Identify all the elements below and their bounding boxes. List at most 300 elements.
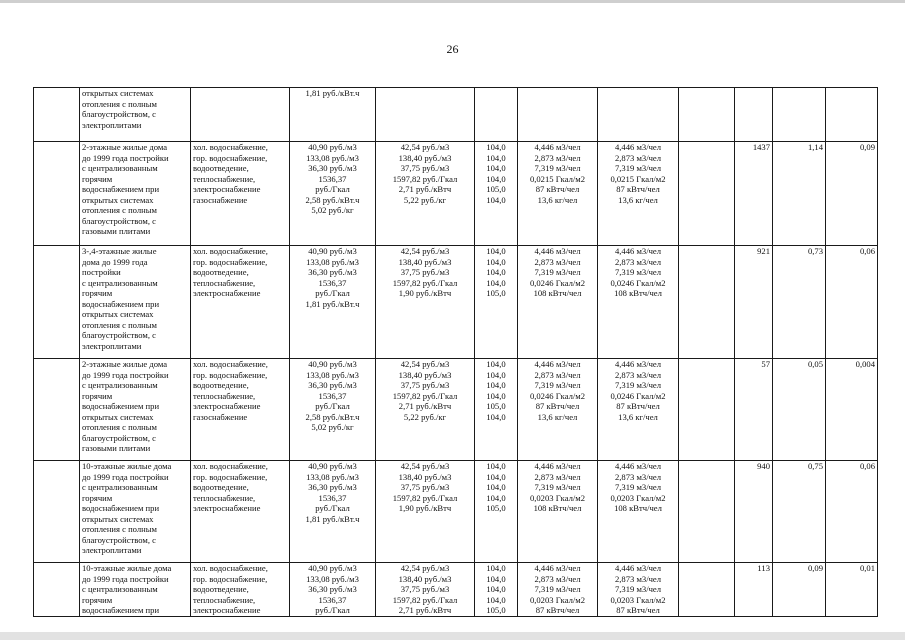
cell-line: 7,319 м3/чел [534, 380, 581, 390]
cell-line: 104,0 [486, 142, 506, 152]
cell-line: 0,0203 Гкал/м2 [529, 492, 586, 503]
cell-line: 7,319 м3/чел [614, 482, 662, 492]
cell-line: 1597,82 руб./Гкал [392, 173, 458, 184]
cell-line: руб./Гкал [315, 184, 350, 194]
cell-line: 2,873 м3/чел [614, 256, 662, 267]
cell-line: 1,81 руб./кВт.ч [305, 88, 360, 98]
cell-line: 3-,4-этажные жилые [82, 246, 157, 256]
cell-line: 105,0 [486, 503, 506, 513]
norm-cell [518, 88, 598, 142]
cell-line: 1597,82 руб./Гкал [392, 492, 458, 503]
cell-line: электроплитами [82, 545, 142, 555]
cell-line: 13,6 кг/чел [618, 194, 658, 205]
cell-line: с централизованным [82, 584, 158, 594]
cell-line: 40,90 руб./м3 [308, 563, 357, 573]
ratio-cell [826, 246, 878, 359]
cell-line: постройки [82, 267, 121, 277]
cell-line: водоснабжением при [82, 184, 160, 194]
house-type-cell [80, 461, 191, 563]
cell-line: водоснабжением при [82, 298, 160, 309]
row-left-cell [34, 461, 80, 563]
cell-line: гор. водоснабжение, [193, 573, 268, 584]
cell-line: 4,446 м3/чел [614, 563, 662, 573]
house-type-cell [80, 563, 191, 617]
cell-line: 42,54 руб./м3 [400, 142, 450, 152]
cell-line: хол. водоснабжение, [193, 563, 268, 573]
cell-line: 4,446 м3/чел [534, 359, 581, 369]
tariff-indexed-cell [376, 88, 475, 142]
cell-line: 133,08 руб./м3 [306, 152, 359, 163]
cell-line: 2,58 руб./кВт.ч [305, 194, 360, 205]
index-cell [475, 359, 518, 461]
cell-line: гор. водоснабжение, [193, 152, 268, 163]
cell-line: 10-этажные жилые дома [82, 563, 172, 573]
cell-line: водоснабжением при [82, 401, 160, 411]
cell-line: 104,0 [486, 594, 506, 605]
cell-value: 57 [761, 359, 770, 369]
amount-cell [735, 246, 773, 359]
cell-value: 0,09 [859, 142, 875, 152]
cell-line: 87 кВтч/чел [616, 401, 660, 411]
cell-line: 105,0 [486, 288, 506, 298]
ratio-cell [826, 461, 878, 563]
house-type-cell [80, 88, 191, 142]
cell-line: с централизованным [82, 163, 158, 173]
share-cell [773, 246, 826, 359]
cell-line: 2,71 руб./кВтч [398, 605, 452, 615]
cell-line: 40,90 руб./м3 [308, 142, 357, 152]
services-cell [191, 246, 290, 359]
cell-value: 1437 [752, 142, 770, 152]
cell-line: 42,54 руб./м3 [400, 563, 450, 573]
cell-line: 0,0203 Гкал/м2 [529, 594, 586, 605]
cell-line: 40,90 руб./м3 [308, 359, 357, 369]
cell-line: 0,0246 Гкал/м2 [529, 277, 586, 288]
cell-line: 2-этажные жилые дома [82, 359, 168, 369]
norm-indexed-cell [598, 461, 679, 563]
cell-line: 4,446 м3/чел [534, 142, 581, 152]
cell-line: газовыми плитами [82, 226, 151, 236]
cell-line: хол. водоснабжение, [193, 359, 268, 369]
table-row [34, 461, 878, 563]
cell-line: 13,6 кг/чел [618, 411, 658, 422]
cell-line: 108 кВтч/чел [614, 503, 662, 513]
cell-line: хол. водоснабжение, [193, 142, 268, 152]
table-row [34, 246, 878, 359]
row-left-cell [34, 88, 80, 142]
norm-cell [518, 246, 598, 359]
cell-line: отопления с полным [82, 319, 157, 330]
scan-edge-top [0, 0, 905, 3]
cell-line: горячим [82, 173, 113, 184]
cell-line: 7,319 м3/чел [614, 163, 662, 173]
page-number: 26 [446, 42, 459, 56]
cell-line: водоотведение, [193, 482, 249, 492]
cell-line: 104,0 [486, 380, 506, 390]
cell-line: 104,0 [486, 163, 506, 173]
cell-value: 0,004 [855, 359, 875, 369]
cell-line: 0,0215 Гкал/м2 [529, 173, 586, 184]
cell-line: теплоснабжение, [193, 594, 256, 605]
row-blank-cell [679, 461, 735, 563]
table-row [34, 563, 878, 617]
row-blank-cell [679, 359, 735, 461]
cell-line: 104,0 [486, 267, 506, 277]
cell-line: 7,319 м3/чел [534, 482, 581, 492]
cell-value: 0,09 [807, 563, 823, 573]
cell-line: отопления с полным [82, 98, 157, 109]
norm-cell [518, 359, 598, 461]
norm-indexed-cell [598, 142, 679, 246]
cell-line: до 1999 года постройки [82, 573, 169, 584]
cell-line: 1597,82 руб./Гкал [392, 594, 458, 605]
cell-line: 104,0 [486, 194, 506, 205]
tariff-cell [290, 563, 376, 617]
cell-value: 113 [757, 563, 770, 573]
cell-line: горячим [82, 390, 113, 401]
house-type-cell [80, 142, 191, 246]
cell-line: с централизованным [82, 380, 158, 390]
ratio-cell [826, 142, 878, 246]
cell-line: 1536,37 [318, 492, 347, 503]
cell-line: 104,0 [486, 492, 506, 503]
cell-line: 7,319 м3/чел [534, 267, 581, 277]
share-cell [773, 461, 826, 563]
norm-cell [518, 142, 598, 246]
cell-line: 1,90 руб./кВтч [398, 503, 452, 513]
cell-line: 105,0 [486, 184, 506, 194]
cell-line: 87 кВтч/чел [535, 605, 580, 615]
cell-line: до 1999 года постройки [82, 369, 169, 380]
tariff-indexed-cell [376, 246, 475, 359]
cell-line: 7,319 м3/чел [534, 163, 581, 173]
cell-line: 138,40 руб./м3 [398, 471, 452, 482]
cell-line: водоотведение, [193, 584, 249, 594]
cell-line: руб./Гкал [315, 401, 350, 411]
cell-line: 4,446 м3/чел [534, 246, 581, 256]
services-cell [191, 563, 290, 617]
cell-line: 7,319 м3/чел [614, 267, 662, 277]
cell-line: 104,0 [486, 471, 506, 482]
cell-line: 36,30 руб./м3 [308, 584, 357, 594]
cell-line: отопления с полным [82, 205, 157, 215]
cell-line: 2,873 м3/чел [534, 573, 581, 584]
row-blank-cell [679, 142, 735, 246]
cell-line: 4,446 м3/чел [614, 461, 662, 471]
cell-line: 104,0 [486, 277, 506, 288]
cell-line: горячим [82, 492, 113, 503]
cell-value: 0,75 [807, 461, 823, 471]
cell-line: открытых системах [82, 309, 154, 319]
amount-cell [735, 359, 773, 461]
cell-line: 5,22 руб./кг [403, 194, 447, 205]
cell-line: гор. водоснабжение, [193, 369, 268, 380]
cell-line: 87 кВтч/чел [616, 184, 660, 194]
cell-line: 7,319 м3/чел [614, 584, 662, 594]
cell-line: 104,0 [486, 246, 506, 256]
cell-line: гор. водоснабжение, [193, 471, 268, 482]
cell-line: 7,319 м3/чел [534, 584, 581, 594]
cell-line: благоустройством, с [82, 432, 156, 443]
cell-line: 1,81 руб./кВт.ч [305, 513, 360, 524]
cell-line: 2,71 руб./кВтч [398, 184, 452, 194]
cell-line: 42,54 руб./м3 [400, 461, 450, 471]
cell-line: 4,446 м3/чел [614, 246, 662, 256]
cell-line: 104,0 [486, 152, 506, 163]
cell-line: водоотведение, [193, 267, 249, 277]
cell-line: 1536,37 [318, 277, 347, 288]
norm-indexed-cell [598, 246, 679, 359]
cell-line: благоустройством, с [82, 534, 156, 545]
index-cell [475, 563, 518, 617]
cell-value: 0,06 [859, 246, 875, 256]
cell-line: 138,40 руб./м3 [398, 152, 452, 163]
cell-line: 87 кВтч/чел [535, 184, 580, 194]
cell-line: 5,02 руб./кг [311, 205, 354, 215]
cell-line: 133,08 руб./м3 [306, 573, 359, 584]
cell-line: открытых системах [82, 513, 154, 524]
tariff-cell [290, 461, 376, 563]
cell-line: 105,0 [486, 401, 506, 411]
cell-line: 104,0 [486, 563, 506, 573]
cell-line: 2,58 руб./кВт.ч [305, 411, 360, 422]
amount-cell [735, 461, 773, 563]
cell-line: электроснабжение [193, 184, 261, 194]
cell-line: 0,0246 Гкал/м2 [610, 390, 666, 401]
norm-indexed-cell [598, 563, 679, 617]
share-cell [773, 142, 826, 246]
tariff-cell [290, 142, 376, 246]
cell-line: 104,0 [486, 482, 506, 492]
cell-line: 108 кВтч/чел [614, 288, 662, 298]
cell-line: 104,0 [486, 573, 506, 584]
house-type-cell [80, 359, 191, 461]
cell-line: 0,0203 Гкал/м2 [610, 594, 666, 605]
cell-line: 1,81 руб./кВт.ч [305, 298, 360, 309]
cell-line: теплоснабжение, [193, 390, 256, 401]
cell-line: 42,54 руб./м3 [400, 359, 450, 369]
row-left-cell [34, 142, 80, 246]
cell-line: 4,446 м3/чел [534, 461, 581, 471]
cell-value: 921 [757, 246, 770, 256]
cell-line: 5,22 руб./кг [403, 411, 447, 422]
norm-indexed-cell [598, 88, 679, 142]
cell-line: 40,90 руб./м3 [308, 461, 357, 471]
cell-line: газоснабжение [193, 411, 248, 422]
cell-line: газоснабжение [193, 194, 248, 205]
share-cell [773, 563, 826, 617]
index-cell [475, 88, 518, 142]
row-blank-cell [679, 88, 735, 142]
cell-line: 2,873 м3/чел [614, 152, 662, 163]
cell-line: 10-этажные жилые дома [82, 461, 172, 471]
cell-line: 104,0 [486, 461, 506, 471]
cell-line: 2,873 м3/чел [614, 573, 662, 584]
cell-line: 104,0 [486, 173, 506, 184]
cell-line: 2,873 м3/чел [534, 256, 581, 267]
cell-line: горячим [82, 288, 113, 298]
index-cell [475, 461, 518, 563]
cell-line: благоустройством, с [82, 215, 156, 226]
amount-cell [735, 88, 773, 142]
cell-line: электроснабжение [193, 605, 261, 615]
cell-line: руб./Гкал [315, 288, 350, 298]
tariff-indexed-cell [376, 359, 475, 461]
tariff-table-body [34, 88, 878, 617]
ratio-cell [826, 563, 878, 617]
cell-line: теплоснабжение, [193, 492, 256, 503]
share-cell [773, 88, 826, 142]
cell-line: 105,0 [486, 605, 506, 615]
table-row [34, 142, 878, 246]
cell-line: 4,446 м3/чел [534, 563, 581, 573]
cell-line: 1597,82 руб./Гкал [392, 277, 458, 288]
cell-line: открытых системах [82, 194, 154, 205]
tariff-cell [290, 246, 376, 359]
cell-line: 1597,82 руб./Гкал [392, 390, 458, 401]
cell-value: 0,01 [859, 563, 875, 573]
cell-value: 0,05 [807, 359, 823, 369]
cell-line: 7,319 м3/чел [614, 380, 662, 390]
cell-line: благоустройством, с [82, 109, 156, 119]
cell-line: водоснабжением при [82, 605, 160, 615]
cell-line: 13,6 кг/чел [537, 411, 578, 422]
cell-line: 108 кВтч/чел [533, 503, 582, 513]
cell-line: 4,446 м3/чел [614, 142, 662, 152]
cell-line: 2-этажные жилые дома [82, 142, 168, 152]
table-row [34, 359, 878, 461]
row-left-cell [34, 246, 80, 359]
cell-line: до 1999 года постройки [82, 152, 169, 163]
cell-line: 1536,37 [318, 594, 347, 605]
cell-line: электроснабжение [193, 288, 261, 298]
amount-cell [735, 563, 773, 617]
cell-line: 0,0246 Гкал/м2 [610, 277, 666, 288]
cell-line: 1,90 руб./кВтч [398, 288, 452, 298]
cell-line: 36,30 руб./м3 [308, 163, 357, 173]
cell-line: с централизованным [82, 277, 158, 288]
cell-line: 37,75 руб./м3 [400, 584, 450, 594]
cell-line: руб./Гкал [315, 503, 350, 513]
cell-line: 42,54 руб./м3 [400, 246, 450, 256]
services-cell [191, 461, 290, 563]
cell-line: 37,75 руб./м3 [400, 380, 450, 390]
cell-line: 37,75 руб./м3 [400, 267, 450, 277]
cell-value: 1,14 [807, 142, 823, 152]
cell-line: 2,873 м3/чел [534, 152, 581, 163]
cell-line: 2,873 м3/чел [534, 471, 581, 482]
cell-line: электроснабжение [193, 503, 261, 513]
cell-line: 2,71 руб./кВтч [398, 401, 452, 411]
house-type-cell [80, 246, 191, 359]
cell-line: 133,08 руб./м3 [306, 256, 359, 267]
cell-line: 2,873 м3/чел [534, 369, 581, 380]
cell-line: 1536,37 [318, 173, 347, 184]
cell-line: 2,873 м3/чел [614, 471, 662, 482]
cell-line: 36,30 руб./м3 [308, 482, 357, 492]
cell-line: отопления с полным [82, 524, 157, 534]
cell-line: 133,08 руб./м3 [306, 471, 359, 482]
tariff-indexed-cell [376, 461, 475, 563]
cell-line: электроснабжение [193, 401, 261, 411]
index-cell [475, 246, 518, 359]
cell-line: руб./Гкал [315, 605, 350, 615]
cell-line: хол. водоснабжение, [193, 246, 268, 256]
tariff-indexed-cell [376, 563, 475, 617]
row-blank-cell [679, 246, 735, 359]
cell-line: 104,0 [486, 411, 506, 422]
norm-cell [518, 461, 598, 563]
norm-cell [518, 563, 598, 617]
cell-line: 36,30 руб./м3 [308, 267, 357, 277]
cell-line: 5,02 руб./кг [311, 422, 354, 432]
cell-line: 4,446 м3/чел [614, 359, 662, 369]
cell-line: отопления с полным [82, 422, 157, 432]
cell-line: открытых системах [82, 88, 154, 98]
cell-line: водоснабжением при [82, 503, 160, 513]
cell-line: газовыми плитами [82, 443, 151, 453]
cell-line: 104,0 [486, 584, 506, 594]
cell-line: 138,40 руб./м3 [398, 573, 452, 584]
cell-line: водоотведение, [193, 163, 249, 173]
cell-line: 104,0 [486, 256, 506, 267]
row-blank-cell [679, 563, 735, 617]
cell-line: 87 кВтч/чел [535, 401, 580, 411]
services-cell [191, 88, 290, 142]
cell-line: 13,6 кг/чел [537, 194, 578, 205]
tariff-indexed-cell [376, 142, 475, 246]
cell-line: горячим [82, 594, 113, 605]
cell-value: 0,06 [859, 461, 875, 471]
cell-line: 40,90 руб./м3 [308, 246, 357, 256]
amount-cell [735, 142, 773, 246]
table-row [34, 88, 878, 142]
scan-edge-bottom [0, 632, 905, 640]
cell-value: 0,73 [807, 246, 823, 256]
cell-line: 104,0 [486, 359, 506, 369]
cell-line: 133,08 руб./м3 [306, 369, 359, 380]
cell-line: благоустройством, с [82, 330, 156, 340]
share-cell [773, 359, 826, 461]
cell-line: 37,75 руб./м3 [400, 163, 450, 173]
cell-line: 138,40 руб./м3 [398, 369, 452, 380]
cell-line: водоотведение, [193, 380, 249, 390]
cell-line: 108 кВтч/чел [533, 288, 582, 298]
index-cell [475, 142, 518, 246]
ratio-cell [826, 359, 878, 461]
cell-line: дома до 1999 года [82, 256, 148, 267]
cell-line: хол. водоснабжение, [193, 461, 268, 471]
cell-line: 37,75 руб./м3 [400, 482, 450, 492]
row-left-cell [34, 563, 80, 617]
tariff-cell [290, 359, 376, 461]
cell-line: 0,0215 Гкал/м2 [610, 173, 666, 184]
cell-line: 104,0 [486, 390, 506, 401]
row-left-cell [34, 359, 80, 461]
cell-line: 36,30 руб./м3 [308, 380, 357, 390]
cell-line: 104,0 [486, 369, 506, 380]
cell-line: теплоснабжение, [193, 277, 256, 288]
cell-line: 87 кВтч/чел [616, 605, 660, 615]
cell-line: открытых системах [82, 411, 154, 422]
cell-line: электроплитами [82, 119, 142, 130]
tariff-table [33, 87, 878, 617]
cell-line: гор. водоснабжение, [193, 256, 268, 267]
cell-line: 0,0203 Гкал/м2 [610, 492, 666, 503]
cell-line: теплоснабжение, [193, 173, 256, 184]
cell-line: с централизованным [82, 482, 158, 492]
cell-line: 138,40 руб./м3 [398, 256, 452, 267]
